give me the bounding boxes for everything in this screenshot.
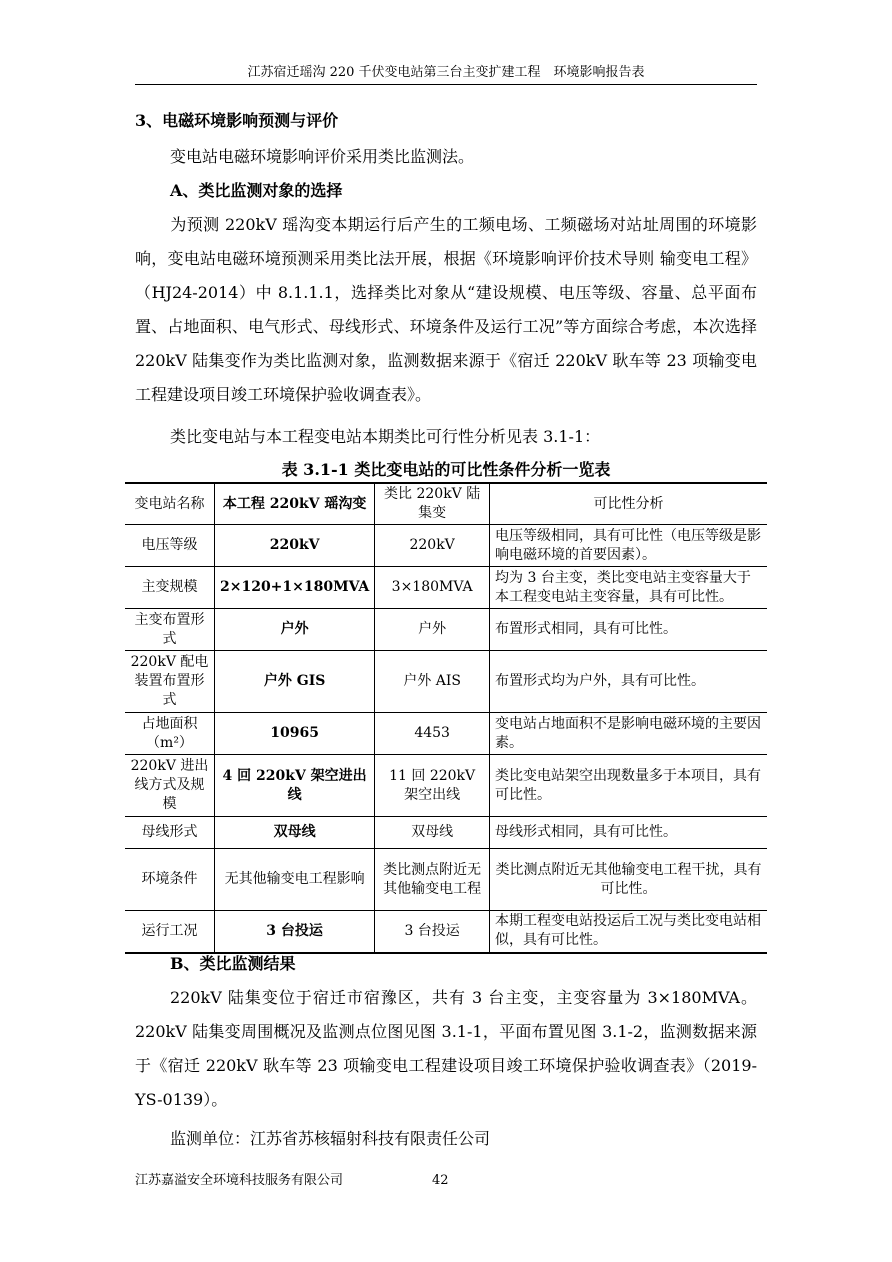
footer-company: 江苏嘉溢安全环境科技服务有限公司 <box>135 1173 344 1188</box>
row-item: 运行工况 <box>125 911 214 953</box>
paragraph-b-text: 220kV 陆集变位于宿迁市宿豫区，共有 3 台主变，主变容量为 3×180MVA。220kV 陆集变周围概况及监测点位图见图 3.1-1，平面布置见图 3.1-2，监测数据来源于《宿迁 220kV 耿车等 23 项输变电工程建设项目竣工环境保护验收调查表》（2019-YS-0139）。 <box>135 988 757 1109</box>
row-item-unit: （m²） <box>146 734 193 751</box>
row-analysis: 类比变电站架空出现数量多于本项目，具有可比性。 <box>490 755 767 817</box>
row-analysis: 电压等级相同，具有可比性（电压等级是影响电磁环境的首要因素）。 <box>490 525 767 567</box>
header-cell-compare: 类比 220kV 陆集变 <box>375 483 490 525</box>
paragraph-b <box>135 981 757 1117</box>
table-row <box>125 713 767 755</box>
row-item <box>125 713 214 755</box>
row-analysis: 本期工程变电站投运后工况与类比变电站相似，具有可比性。 <box>490 911 767 953</box>
row-compare: 4453 <box>375 713 490 755</box>
table-row <box>125 911 767 953</box>
row-item: 母线形式 <box>125 817 214 849</box>
subheading-a: A、类比监测对象的选择 <box>170 181 343 200</box>
table-row <box>125 849 767 911</box>
row-project: 3 台投运 <box>214 911 374 953</box>
monitor-unit: 监测单位：江苏省苏核辐射科技有限责任公司 <box>170 1129 491 1148</box>
paragraph-a <box>135 208 757 412</box>
table-title: 表 3.1-1 类比变电站的可比性条件分析一览表 <box>281 460 611 479</box>
row-compare: 户外 AIS <box>375 651 490 713</box>
row-compare: 3 台投运 <box>375 911 490 953</box>
running-header: 江苏宿迁瑶沟 220 千伏变电站第三台主变扩建工程 环境影响报告表 <box>247 65 645 80</box>
table-row <box>125 567 767 609</box>
table-row <box>125 817 767 849</box>
paragraph-a2: 类比变电站与本工程变电站本期类比可行性分析见表 3.1-1： <box>170 427 601 446</box>
row-analysis: 均为 3 台主变，类比变电站主变容量大于本工程变电站主变容量，具有可比性。 <box>490 567 767 609</box>
table-row <box>125 755 767 817</box>
row-analysis: 母线形式相同，具有可比性。 <box>490 817 767 849</box>
row-project: 无其他输变电工程影响 <box>214 849 374 911</box>
header-cell-project: 本工程 220kV 瑶沟变 <box>214 483 374 525</box>
row-compare: 双母线 <box>375 817 490 849</box>
row-item-label: 占地面积 <box>141 715 198 732</box>
row-project: 户外 <box>214 609 374 651</box>
row-project: 户外 GIS <box>214 651 374 713</box>
table-row <box>125 651 767 713</box>
paragraph-a-text: 为预测 220kV 瑶沟变本期运行后产生的工频电场、工频磁场对站址周围的环境影响，变电站电磁环境预测采用类比法开展，根据《环境影响评价技术导则 输变电工程》（HJ24-2014）中 8.1.1.1，选择类比对象从“建设规模、电压等级、容量、总平面布置、占地面积、电气形式、母线形式、环境条件及运行工况”等方面综合考虑，本次选择 220kV 陆集变作为类比监测对象，监测数据来源于《宿迁 220kV 耿车等 23 项输变电工程建设项目竣工环境保护验收调查表》。 <box>135 215 757 404</box>
section-heading: 3、电磁环境影响预测与评价 <box>135 111 339 130</box>
row-project: 双母线 <box>214 817 374 849</box>
intro-paragraph: 变电站电磁环境影响评价采用类比监测法。 <box>170 147 475 166</box>
row-project: 2×120+1×180MVA <box>214 567 374 609</box>
row-analysis: 变电站占地面积不是影响电磁环境的主要因素。 <box>490 713 767 755</box>
row-compare: 类比测点附近无其他输变电工程 <box>375 849 490 911</box>
row-analysis: 类比测点附近无其他输变电工程干扰，具有可比性。 <box>490 849 767 911</box>
row-item: 主变规模 <box>125 567 214 609</box>
row-item: 环境条件 <box>125 849 214 911</box>
header-rule <box>135 84 757 85</box>
table-row <box>125 525 767 567</box>
row-compare: 户外 <box>375 609 490 651</box>
row-item: 220kV 进出线方式及规模 <box>125 755 214 817</box>
row-project: 220kV <box>214 525 374 567</box>
row-analysis: 布置形式均为户外，具有可比性。 <box>490 651 767 713</box>
subheading-b: B、类比监测结果 <box>170 954 296 973</box>
row-item: 电压等级 <box>125 525 214 567</box>
table-row <box>125 609 767 651</box>
row-item: 主变布置形式 <box>125 609 214 651</box>
row-item: 220kV 配电装置布置形式 <box>125 651 214 713</box>
row-compare: 3×180MVA <box>375 567 490 609</box>
header-cell-item: 变电站名称 <box>125 483 214 525</box>
row-analysis: 布置形式相同，具有可比性。 <box>490 609 767 651</box>
header-cell-analysis: 可比性分析 <box>490 483 767 525</box>
row-compare: 11 回 220kV 架空出线 <box>375 755 490 817</box>
page-number: 42 <box>432 1173 449 1188</box>
row-compare: 220kV <box>375 525 490 567</box>
row-project: 4 回 220kV 架空进出线 <box>214 755 374 817</box>
row-project: 10965 <box>214 713 374 755</box>
comparison-table <box>125 482 767 954</box>
table-header-row <box>125 483 767 525</box>
